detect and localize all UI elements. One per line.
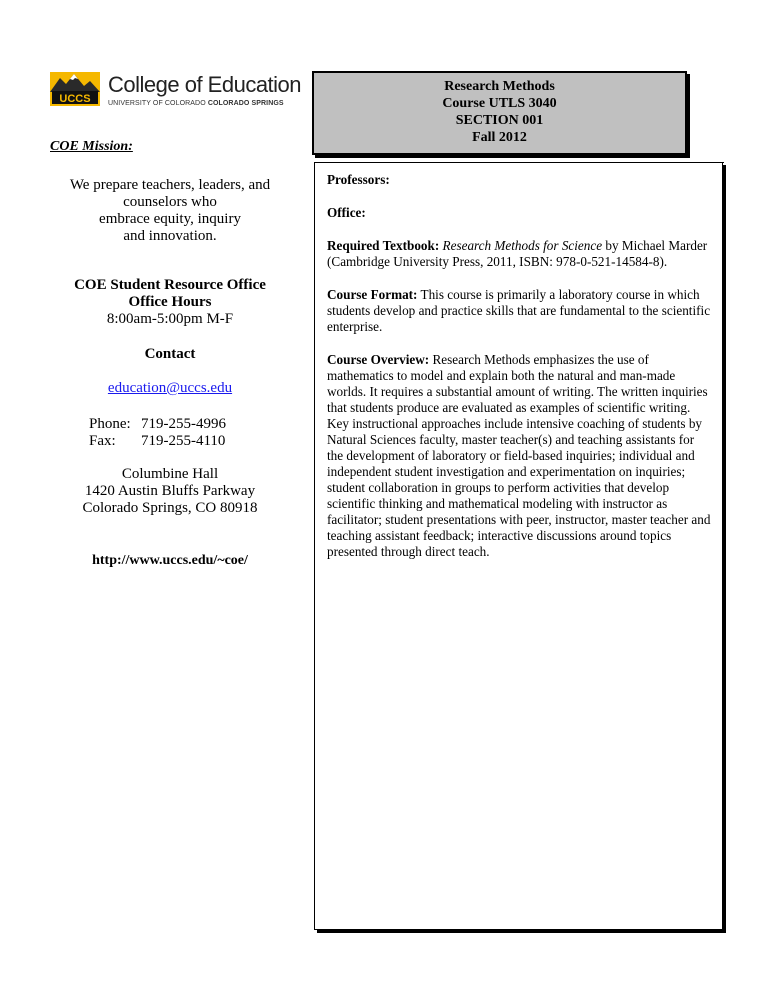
course-format: Course Format: This course is primarily a laboratory course in which students develop and practice skills that are fundamental to the scientific enterprise. [327,287,711,334]
uccs-logo-mark [50,72,100,106]
course-overview: Course Overview: Research Methods emphasizes the use of mathematics to model and explain both the natural and man-made worlds. It requires a substantial amount of writing. The written inquiries that students produce are evaluated as examples of scientific writing. Key instructional approaches include intensive coaching of students by Natural Sciences faculty, master teacher(s) and teaching assistants for the development of laboratory or field-based inquiries; individual and independent student investigation and experimentation on inquiries; student collaboration in groups to perform activities that develop scientific thinking and mathematical modeling with instructor as facilitator; student presentations with peer, instructor, master teacher and teaching assistant feedback; interactive discussions around topics presented through direct teach. [327,352,711,559]
office-hours: 8:00am-5:00pm M-F [106,311,234,327]
college-name: College of Education [108,72,302,97]
office-field: Office: [327,205,366,220]
phone-fax: Phone: 719-255-4996 Fax: 719-255-4110 [89,416,226,449]
college-logo [50,72,302,117]
course-number: Course UTLS 3040 [442,96,557,111]
fax-number: 719-255-4110 [141,433,226,449]
uccs-wordmark: UCCS [59,93,91,105]
textbook-field: Required Textbook: Research Methods for Science by Michael Marder (Cambridge University Press, 2011, ISBN: 978-0-521-14584-8). [327,238,708,269]
contact-heading: Contact [144,346,196,362]
mission-label: COE Mission: [50,139,133,154]
resource-office: COE Student Resource Office Office Hours 8:00am-5:00pm M-F [50,277,290,328]
professors-field: Professors: [327,172,390,187]
mission-statement: We prepare teachers, leaders, and counselors who embrace equity, inquiry and innovation. [69,177,271,244]
course-section: SECTION 001 [455,113,544,128]
email-link[interactable]: education@uccs.edu [107,380,233,396]
textbook-title: Research Methods for Science [442,238,603,253]
course-info-box [314,162,723,930]
phone-number: 719-255-4996 [141,416,226,432]
course-title: Research Methods [444,79,555,94]
address: Columbine Hall 1420 Austin Bluffs Parkway Colorado Springs, CO 80918 [82,466,258,516]
course-term: Fall 2012 [472,130,527,145]
course-header-box [312,71,687,155]
university-subtitle: UNIVERSITY OF COLORADO COLORADO SPRINGS [108,100,284,107]
website-url[interactable]: http://www.uccs.edu/~coe/ [92,553,248,568]
